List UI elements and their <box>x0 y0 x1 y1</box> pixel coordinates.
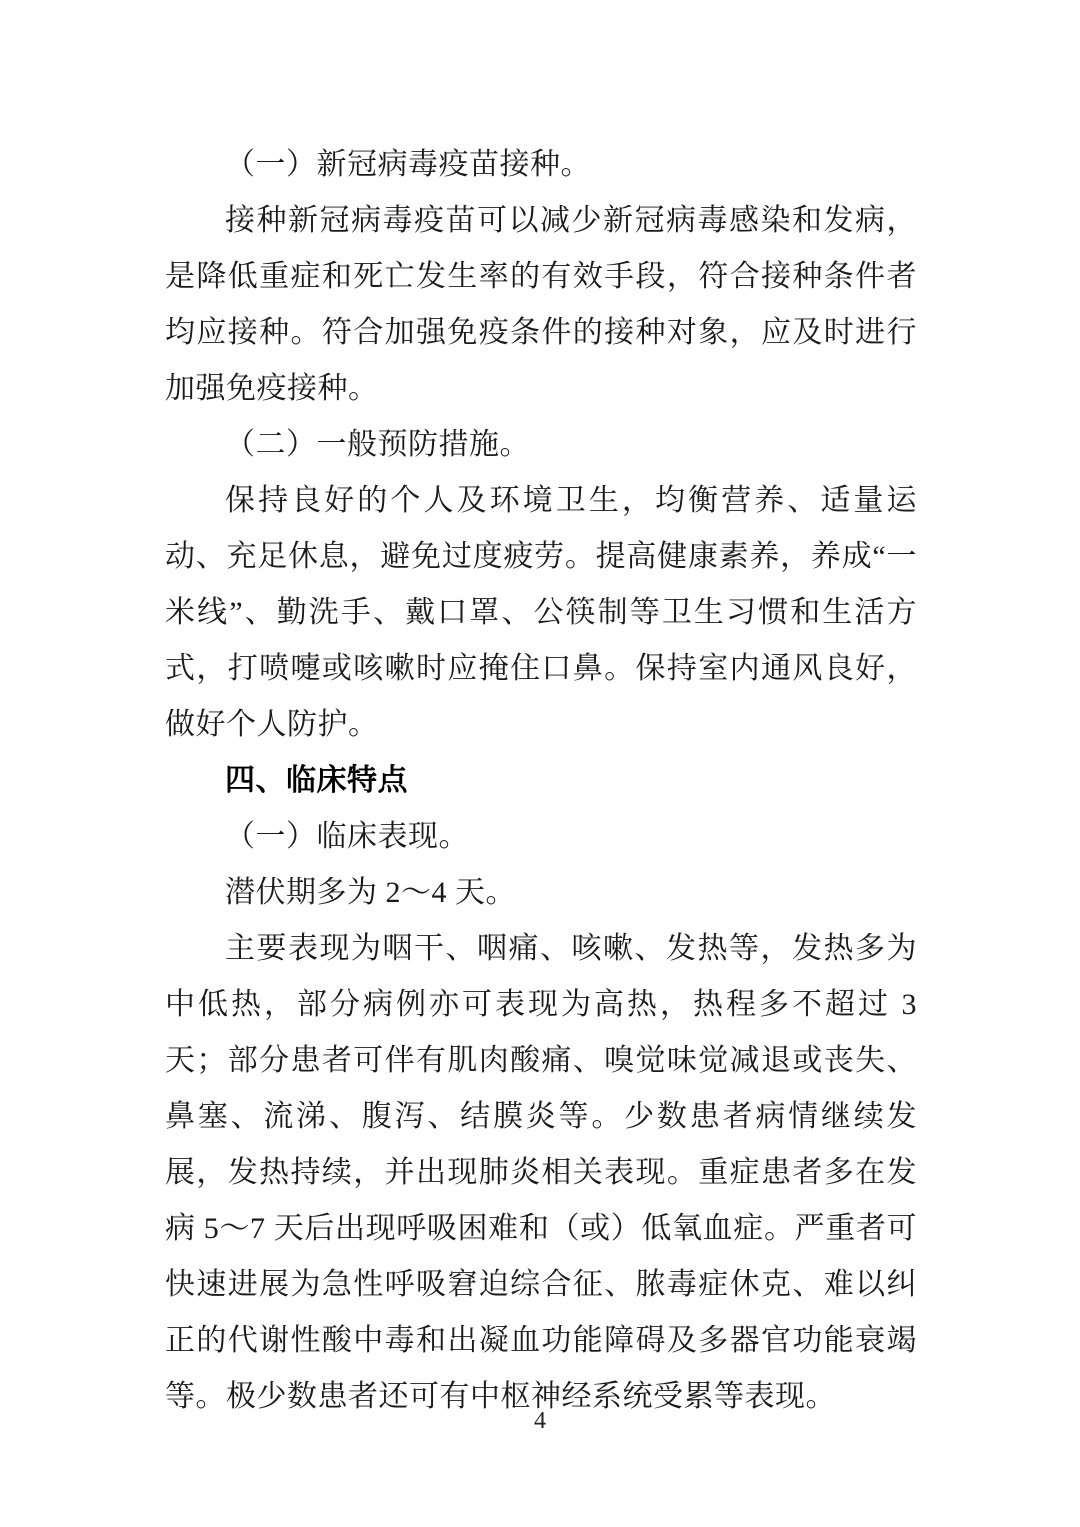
subheading-general-prevention: （二）一般预防措施。 <box>225 428 530 461</box>
document-body <box>165 137 917 1425</box>
page-number: 4 <box>534 1408 546 1434</box>
subheading-vaccination: （一）新冠病毒疫苗接种。 <box>225 148 591 181</box>
paragraph-vaccination: 接种新冠病毒疫苗可以减少新冠病毒感染和发病，是降低重症和死亡发生率的有效手段，符合接种条件者均应接种。符合加强免疫条件的接种对象，应及时进行加强免疫接种。 <box>165 204 917 405</box>
subheading-clinical-manifestations: （一）临床表现。 <box>225 820 469 853</box>
paragraph-incubation-period: 潜伏期多为 2～4 天。 <box>225 876 516 909</box>
section-heading-clinical-features: 四、临床特点 <box>225 764 408 797</box>
paragraph-general-prevention: 保持良好的个人及环境卫生，均衡营养、适量运动、充足休息，避免过度疲劳。提高健康素养，养成“一米线”、勤洗手、戴口罩、公筷制等卫生习惯和生活方式，打喷嚏或咳嗽时应掩住口鼻。保持室内通风良好，做好个人防护。 <box>165 484 917 741</box>
paragraph-symptoms: 主要表现为咽干、咽痛、咳嗽、发热等，发热多为中低热，部分病例亦可表现为高热，热程多不超过 3 天；部分患者可伴有肌肉酸痛、嗅觉味觉减退或丧失、鼻塞、流涕、腹泻、结膜炎等。少数患者病情继续发展，发热持续，并出现肺炎相关表现。重症患者多在发病 5～7 天后出现呼吸困难和（或）低氧血症。严重者可快速进展为急性呼吸窘迫综合征、脓毒症休克、难以纠正的代谢性酸中毒和出凝血功能障碍及多器官功能衰竭等。极少数患者还可有中枢神经系统受累等表现。 <box>165 932 917 1413</box>
